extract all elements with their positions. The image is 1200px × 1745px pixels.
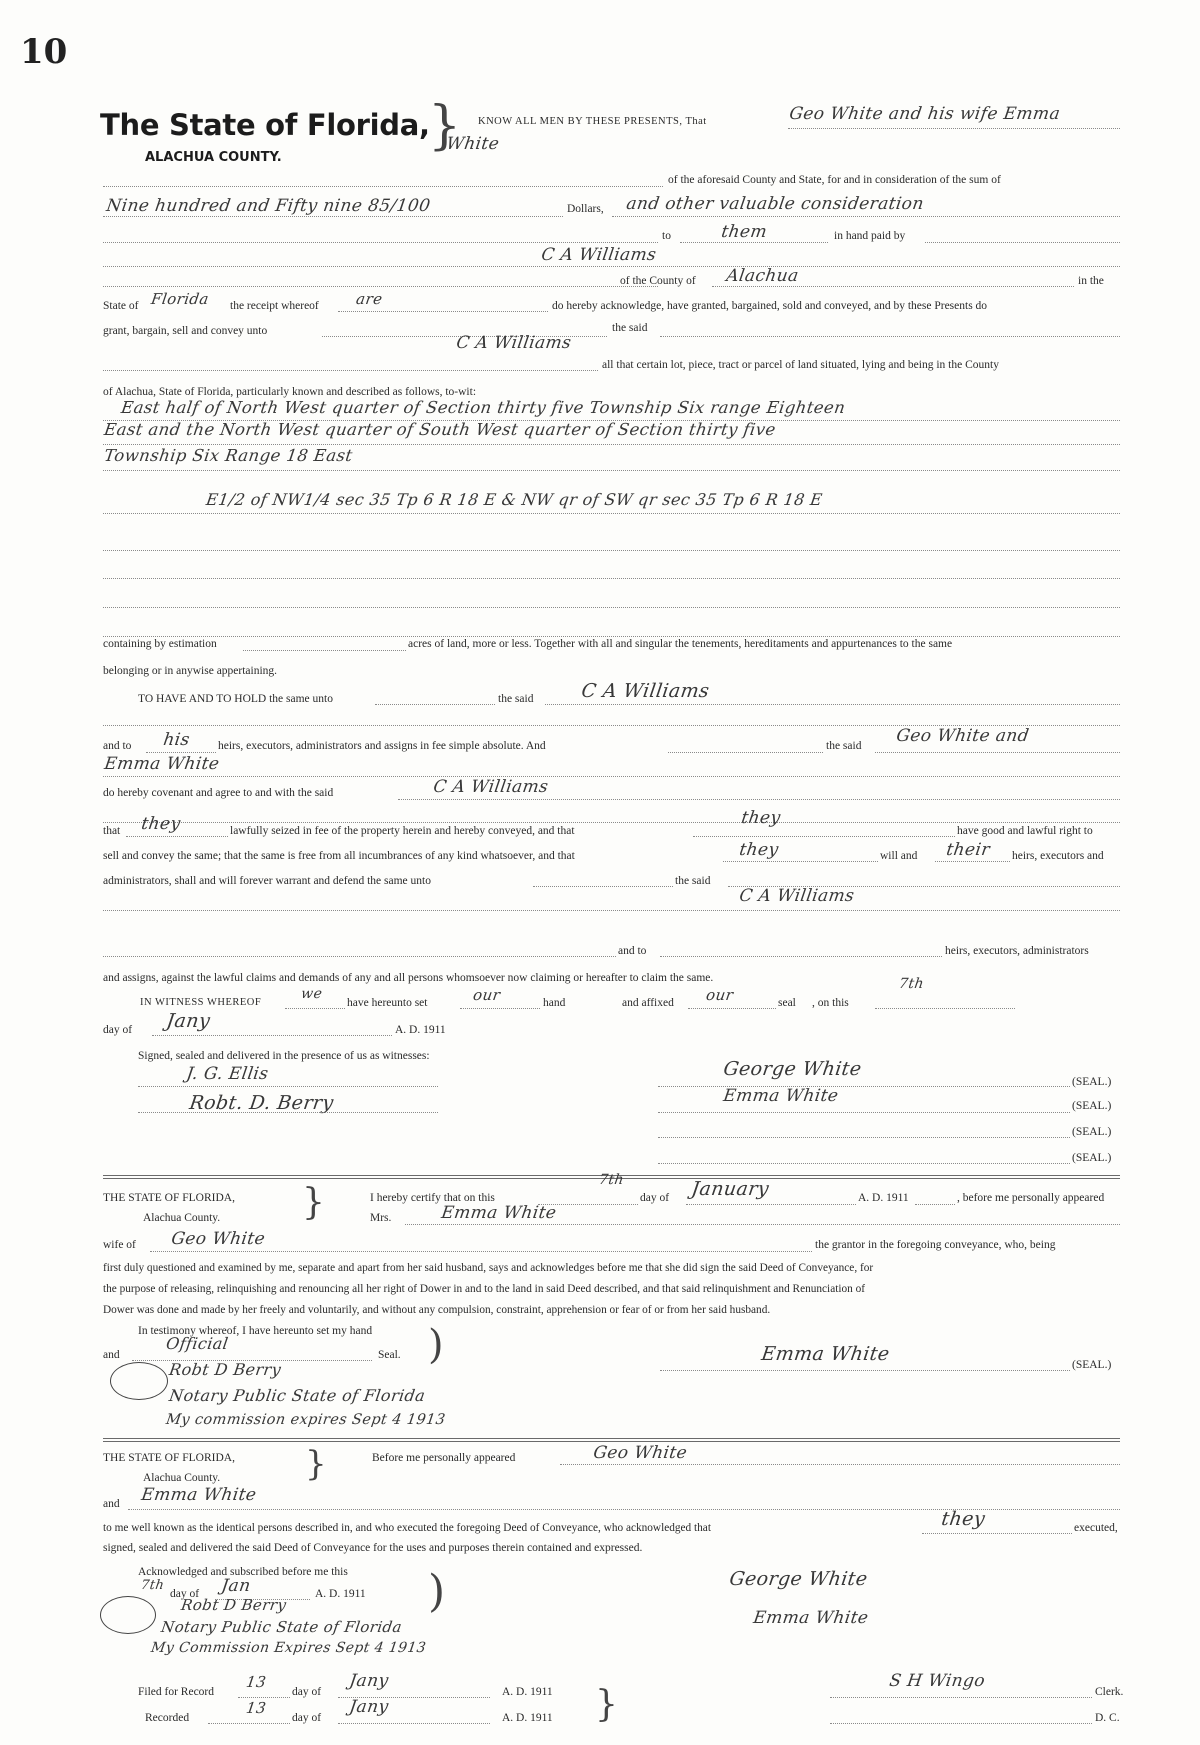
defend-handwriting: C A Williams (738, 886, 856, 906)
fill-line (533, 886, 673, 887)
lawfully-text: lawfully seized in fee of the property herein and hereby conveyed, and that (230, 825, 575, 837)
cert1-day-handwriting: 7th (598, 1172, 625, 1188)
receipt-handwriting: are (355, 290, 384, 308)
cert1-notary-3: My commission expires Sept 4 1913 (165, 1412, 447, 1428)
grantor-handwriting-2: White (445, 134, 501, 154)
signature-line (658, 1086, 1070, 1087)
fill-line (238, 1697, 290, 1698)
cert1-testimony: In testimony whereof, I have hereunto set my hand (138, 1325, 373, 1337)
belonging-text: belonging or in anywise appertaining. (103, 665, 278, 677)
cert2-signature-george: George White (728, 1568, 870, 1590)
cert2-signature-emma: Emma White (752, 1608, 870, 1628)
good-right-text: have good and lawful right to (957, 825, 1093, 837)
fill-line (103, 513, 1120, 514)
witness-2-handwriting: Robt. D. Berry (188, 1092, 336, 1114)
receipt-text: the receipt whereof (230, 300, 319, 312)
seal-label: (SEAL.) (1072, 1100, 1112, 1112)
cert1-mrs-handwriting: Emma White (440, 1203, 558, 1223)
fill-line (138, 1112, 438, 1113)
have-set-text: have hereunto set (347, 997, 428, 1009)
state-handwriting: Florida (150, 290, 211, 308)
cert2-notary-2: Notary Public State of Florida (160, 1618, 404, 1636)
other-consideration-handwriting: and other valuable consideration (625, 194, 926, 214)
heirs-3-text: heirs, executors, administrators (945, 945, 1089, 957)
fill-line (103, 578, 1120, 579)
of-county-text: of the County of (620, 275, 696, 287)
cert2-notary-1: Robt D Berry (180, 1596, 288, 1614)
fill-line (103, 636, 1120, 637)
cert2-person-handwriting: Geo White (592, 1443, 689, 1463)
seal-label: (SEAL.) (1072, 1152, 1112, 1164)
county-heading: ALACHUA COUNTY. (145, 150, 282, 165)
cert1-certify: I hereby certify that on this (370, 1192, 495, 1204)
their-handwriting: their (945, 840, 992, 860)
signature-line (830, 1697, 1092, 1698)
cert1-and: and (103, 1349, 120, 1361)
cert1-mrs: Mrs. (370, 1212, 392, 1224)
cert2-state: THE STATE OF FLORIDA, (103, 1452, 235, 1464)
to-handwriting: them (720, 222, 769, 242)
day-of-text: day of (103, 1024, 133, 1036)
fill-line (103, 216, 563, 217)
cert2-known: to me well known as the identical persons described in, and who executed the foregoing Deed of Conveyance, who acknowledged that (103, 1522, 711, 1534)
witness-month-handwriting: Jany (165, 1010, 212, 1032)
they-handwriting: they (140, 814, 182, 834)
cert2-notary-3: My Commission Expires Sept 4 1913 (150, 1640, 428, 1656)
in-the-text: in the (1078, 275, 1104, 287)
grantor-handwriting: Geo White and his wife Emma (788, 104, 1062, 124)
to-have-text: TO HAVE AND TO HOLD the same unto (138, 693, 333, 705)
cert1-day-of: day of (640, 1192, 670, 1204)
fill-line (338, 1723, 490, 1724)
the-said-text: the said (612, 322, 648, 334)
fill-line (612, 216, 1120, 217)
fill-line (668, 752, 823, 753)
signature-emma-white: Emma White (722, 1086, 840, 1106)
description-line-2: East and the North West quarter of South West quarter of Section thirty five (103, 420, 777, 439)
cert1-wife-of: wife of (103, 1239, 136, 1251)
dc-label: D. C. (1095, 1712, 1120, 1724)
his-handwriting: his (162, 730, 192, 750)
fill-line (338, 311, 548, 312)
cert1-signature: Emma White (760, 1343, 892, 1365)
cert2-person-2-handwriting: Emma White (140, 1485, 258, 1505)
grantee-handwriting: C A Williams (455, 333, 573, 353)
and-to-text: and to (103, 740, 132, 752)
grantors-handwriting-1: Geo White and (895, 726, 1031, 746)
signature-line (830, 1723, 1092, 1724)
seal-label: (SEAL.) (1072, 1076, 1112, 1088)
cert2-month-handwriting: Jan (220, 1576, 252, 1596)
state-of-text: State of (103, 300, 139, 312)
acknowledge-text: do hereby acknowledge, have granted, bargained, sold and conveyed, and by these Presents do (552, 300, 988, 312)
cert1-grantor: the grantor in the foregoing conveyance, who, being (815, 1239, 1056, 1251)
cert2-brace-2: ) (428, 1566, 446, 1617)
cert2-they-handwriting: they (940, 1508, 987, 1530)
fill-line (660, 956, 942, 957)
fill-line (460, 1008, 540, 1009)
cert2-ad: A. D. 1911 (315, 1588, 366, 1600)
fill-line (103, 470, 1120, 471)
fill-line (660, 336, 1120, 337)
grantee-handwriting: C A Williams (580, 680, 711, 702)
the-said-2-text: the said (826, 740, 862, 752)
fill-line (103, 370, 598, 371)
fill-line (560, 1464, 1120, 1465)
fill-line (875, 752, 1120, 753)
signature-george-white: George White (722, 1058, 864, 1080)
header-brace: } (428, 96, 462, 156)
all-that-text: all that certain lot, piece, tract or parcel of land situated, lying and being in the County (602, 359, 999, 371)
fill-line (146, 752, 216, 753)
fill-line (680, 242, 828, 243)
cert1-line-3: Dower was done and made by her freely and voluntarily, and without any compulsion, constraint, apprehension or fear of or from her said husband. (103, 1304, 771, 1316)
heirs-text: heirs, executors, administrators and assigns in fee simple absolute. And (218, 740, 546, 752)
cert1-notary-2: Notary Public State of Florida (168, 1386, 427, 1405)
fill-line (405, 1224, 1120, 1225)
dollars-text: Dollars, (567, 203, 604, 215)
acres-text: acres of land, more or less. Together with all and singular the tenements, hereditaments and appurtenances to the same (408, 638, 953, 650)
fill-line (103, 444, 1120, 445)
cert2-executed: executed, (1074, 1522, 1118, 1534)
page-number: 10 (20, 32, 68, 72)
cert1-line-1: first duly questioned and examined by me, separate and apart from her said husband, says and acknowledges before me that she did sign the said Deed of Conveyance, for (103, 1262, 874, 1274)
assigns-text: and assigns, against the lawful claims and demands of any and all persons whomsoever now claiming or hereafter to claim the same. (103, 972, 714, 984)
we-handwriting: we (300, 986, 324, 1002)
recorded-day-handwriting: 13 (245, 1699, 268, 1717)
amount-handwriting: Nine hundred and Fifty nine 85/100 (105, 196, 432, 216)
cert1-ad: A. D. 1911 (858, 1192, 909, 1204)
cert2-day-handwriting: 7th (140, 1578, 166, 1593)
consideration-text: of the aforesaid County and State, for and in consideration of the sum of (668, 174, 1001, 186)
cert2-signed: signed, sealed and delivered the said Deed of Conveyance for the uses and purposes therein contained and expressed. (103, 1542, 643, 1554)
fill-line (723, 861, 878, 862)
fill-line (103, 266, 1120, 267)
fill-line (285, 1008, 345, 1009)
fill-line (103, 776, 1120, 777)
signature-line (658, 1163, 1070, 1164)
fill-line (693, 836, 955, 837)
description-line-4: E1/2 of NW1/4 sec 35 Tp 6 R 18 E & NW qr of SW qr sec 35 Tp 6 R 18 E (205, 490, 824, 509)
fill-line (788, 128, 1120, 129)
cert2-brace: } (305, 1444, 327, 1484)
witness-1-handwriting: J. G. Ellis (185, 1064, 270, 1084)
cert2-and: and (103, 1498, 120, 1510)
heirs-2-text: heirs, executors and (1012, 850, 1104, 862)
filed-day-handwriting: 13 (245, 1673, 268, 1691)
cert1-state: THE STATE OF FLORIDA, (103, 1192, 235, 1204)
cert1-month-handwriting: January (690, 1178, 771, 1200)
that-text: that (103, 825, 121, 837)
our-handwriting: our (472, 986, 502, 1004)
recorded-label: Recorded (145, 1712, 190, 1724)
signature-line (658, 1112, 1070, 1113)
clerk-label: Clerk. (1095, 1686, 1124, 1698)
covenant-text: do hereby covenant and agree to and with the said (103, 787, 334, 799)
fill-line (688, 1008, 776, 1009)
clerk-signature: S H Wingo (888, 1671, 987, 1691)
seal-on-text: seal (778, 997, 796, 1009)
grantors-handwriting-2: Emma White (103, 754, 221, 774)
fill-line (138, 1086, 438, 1087)
grant-text: grant, bargain, sell and convey unto (103, 325, 268, 337)
fill-line (126, 836, 228, 837)
fill-line (103, 186, 663, 187)
the-said-text: the said (498, 693, 534, 705)
notary-seal-stamp (100, 1596, 156, 1634)
of-alachua-text: of Alachua, State of Florida, particularly known and described as follows, to-wit: (103, 386, 477, 398)
signed-text: Signed, sealed and delivered in the presence of us as witnesses: (138, 1050, 430, 1062)
fill-line (925, 242, 1120, 243)
fill-line (545, 704, 1120, 705)
fill-line (152, 1035, 392, 1036)
cert2-before: Before me personally appeared (372, 1452, 516, 1464)
on-this-text: , on this (812, 997, 849, 1009)
cert1-county: Alachua County. (143, 1212, 221, 1224)
paid-by-text: in hand paid by (834, 230, 906, 242)
fill-line (915, 1204, 955, 1205)
section-divider (103, 1438, 1120, 1439)
cert1-brace-2: ) (428, 1322, 444, 1368)
cert1-notary-1: Robt D Berry (168, 1360, 283, 1379)
notary-seal-stamp (110, 1362, 168, 1400)
filed-for-record: Filed for Record (138, 1686, 215, 1698)
fill-line (935, 861, 1010, 862)
fill-line (875, 1008, 1015, 1009)
cert1-official-handwriting: Official (165, 1334, 230, 1353)
they-3-handwriting: they (738, 840, 780, 860)
filed-ad: A. D. 1911 (502, 1686, 553, 1698)
section-divider (103, 1441, 1120, 1442)
to-text: to (662, 230, 671, 242)
fill-line (686, 1204, 856, 1205)
hand-text: hand (543, 997, 566, 1009)
signature-line (658, 1137, 1070, 1138)
cert2-county: Alachua County. (143, 1472, 221, 1484)
fill-line (150, 1251, 812, 1252)
sell-convey-text: sell and convey the same; that the same is free from all incumbrances of any kind whatsoever, and that (103, 850, 575, 862)
fill-line (103, 910, 1120, 911)
seal-label: (SEAL.) (1072, 1126, 1112, 1138)
witness-day-handwriting: 7th (898, 976, 925, 992)
recorded-ad: A. D. 1911 (502, 1712, 553, 1724)
fill-line (375, 704, 495, 705)
fill-line (103, 607, 1120, 608)
payer-handwriting: C A Williams (540, 245, 658, 265)
fill-line (103, 822, 1120, 823)
description-line-3: Township Six Range 18 East (103, 446, 354, 465)
and-to-2-text: and to (618, 945, 647, 957)
filing-brace: } (595, 1684, 618, 1725)
filed-month-handwriting: Jany (348, 1671, 390, 1691)
cert1-before: , before me personally appeared (957, 1192, 1105, 1204)
fill-line (208, 1723, 290, 1724)
administrators-text: administrators, shall and will forever warrant and defend the same unto (103, 875, 431, 887)
fill-line (103, 956, 616, 957)
document-title: The State of Florida, (100, 108, 430, 142)
cert1-brace: } (302, 1182, 325, 1223)
recorded-month-handwriting: Jany (348, 1697, 390, 1717)
filed-day-of: day of (292, 1686, 322, 1698)
know-all-text: KNOW ALL MEN BY THESE PRESENTS, That (478, 116, 707, 127)
ad-text: A. D. 1911 (395, 1024, 446, 1036)
fill-line (243, 650, 406, 651)
fill-line (712, 286, 1074, 287)
signature-line (660, 1370, 1070, 1371)
our-2-handwriting: our (705, 986, 735, 1004)
affixed-text: and affixed (622, 997, 674, 1009)
cert2-ack: Acknowledged and subscribed before me this (138, 1566, 348, 1578)
cert1-line-2: the purpose of releasing, relinquishing and renouncing all her right of Dower in and to the land in said Deed described, and that said relinquishment and Renunciation of (103, 1283, 866, 1295)
fill-line (922, 1533, 1072, 1534)
fill-line (398, 799, 1120, 800)
cert1-seal-word: Seal. (378, 1349, 401, 1361)
cert2-day-of: day of (170, 1588, 200, 1600)
containing-text: containing by estimation (103, 638, 217, 650)
cert1-husband-handwriting: Geo White (170, 1229, 267, 1249)
will-and-text: will and (880, 850, 918, 862)
in-witness-text: IN WITNESS WHEREOF (140, 997, 262, 1008)
covenant-handwriting: C A Williams (432, 777, 550, 797)
the-said-3-text: the said (675, 875, 711, 887)
fill-line (103, 286, 658, 287)
county-handwriting: Alachua (725, 266, 801, 286)
they-2-handwriting: they (740, 808, 782, 828)
fill-line (103, 242, 658, 243)
description-line-1: East half of North West quarter of Section thirty five Township Six range Eighteen (120, 398, 847, 417)
fill-line (103, 550, 1120, 551)
recorded-day-of: day of (292, 1712, 322, 1724)
cert1-seal-label: (SEAL.) (1072, 1359, 1112, 1371)
